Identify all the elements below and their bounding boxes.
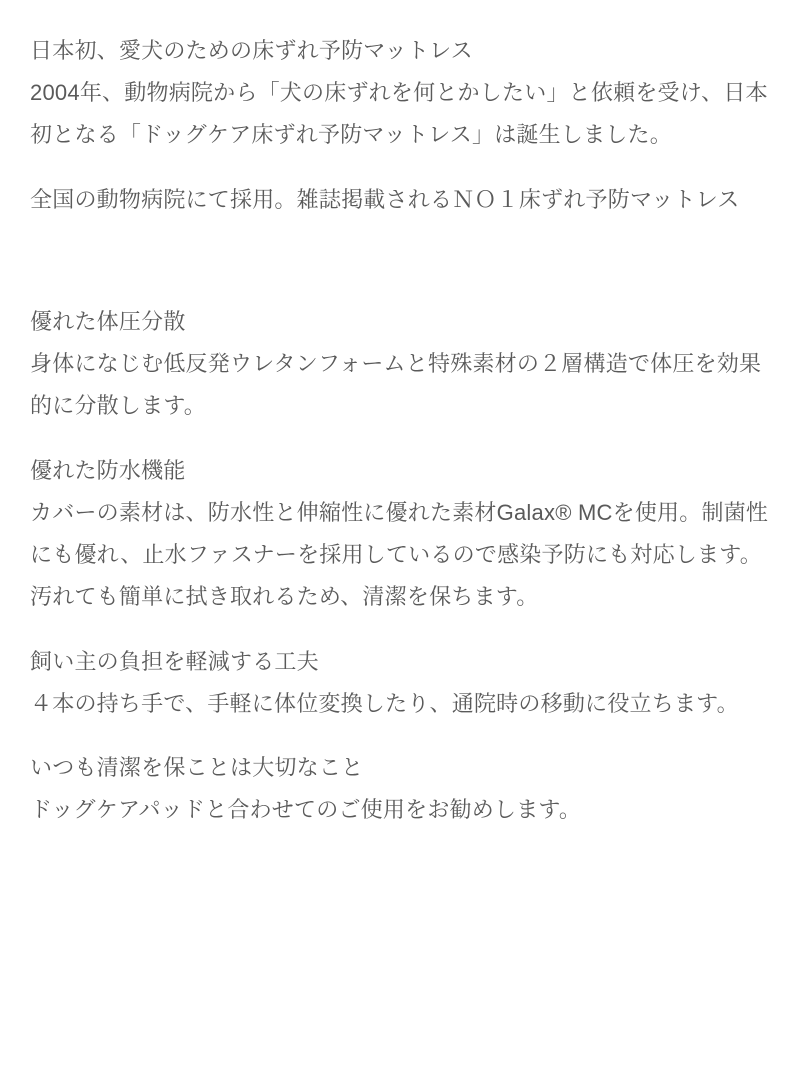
section-heading: 飼い主の負担を軽減する工夫: [30, 648, 319, 674]
section-body: 身体になじむ低反発ウレタンフォームと特殊素材の２層構造で体圧を効果的に分散します。: [30, 351, 762, 419]
section-adoption: [30, 179, 777, 221]
section-heading: いつも清潔を保ことは大切なこと: [30, 755, 364, 781]
section-owner-support: [30, 641, 777, 725]
section-heading: 日本初、愛犬のための床ずれ予防マットレス: [30, 38, 473, 63]
section-body: ４本の持ち手で、手軽に体位変換したり、通院時の移動に役立ちます。: [30, 690, 739, 716]
section-intro: [30, 30, 777, 157]
section-waterproof: [30, 450, 777, 619]
section-heading: 優れた体圧分散: [30, 308, 186, 334]
section-body: 全国の動物病院にて採用。雑誌掲載されるＮＯ１床ずれ予防マットレス: [30, 186, 740, 212]
section-pressure-distribution: [30, 301, 777, 428]
section-body: 2004年、動物病院から「犬の床ずれを何とかしたい」と依頼を受け、日本初となる「ドッグケア床ずれ予防マットレス」は誕生しました。: [30, 80, 768, 148]
section-body: カバーの素材は、防水性と伸縮性に優れた素材Galax® MCを使用。制菌性にも優れ、止水ファスナーを採用しているので感染予防にも対応します。汚れても簡単に拭き取れるため、清潔を保ちます。: [30, 499, 769, 610]
section-heading: 優れた防水機能: [30, 457, 186, 483]
section-cleanliness: [30, 747, 777, 831]
section-body: ドッグケアパッドと合わせてのご使用をお勧めします。: [30, 797, 582, 823]
section-gap: [30, 243, 777, 301]
